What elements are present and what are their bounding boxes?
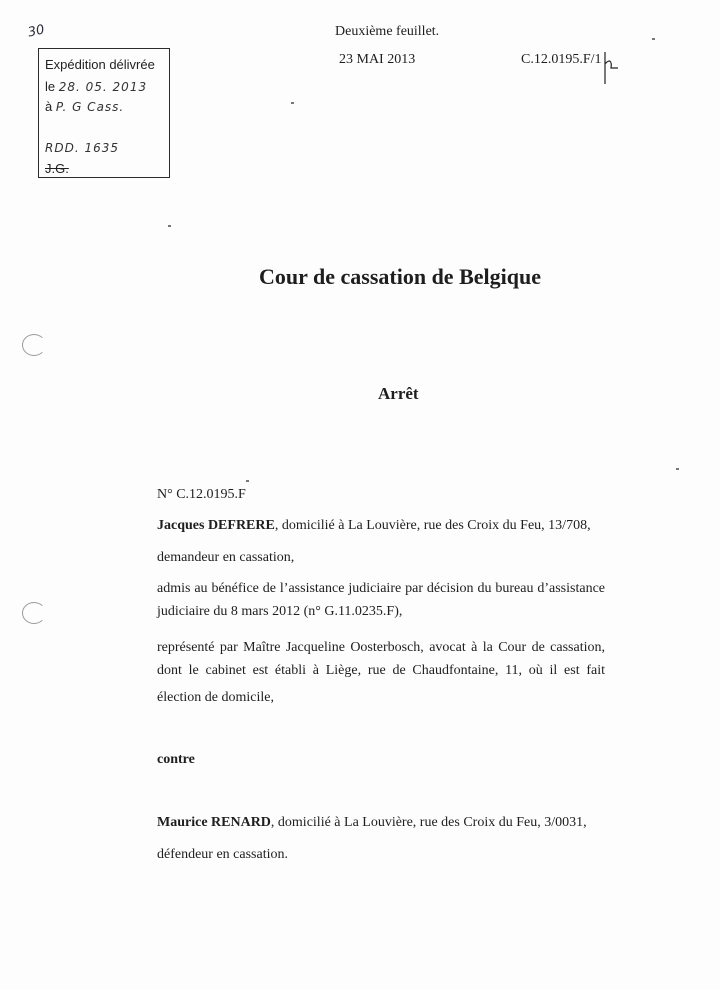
- respondent-address: , domicilié à La Louvière, rue des Croix du Feu, 3/0031,: [270, 815, 587, 830]
- punch-hole-mark: [22, 334, 46, 356]
- stamp-recipient-line: [45, 99, 124, 114]
- counsel-line-2: dont le cabinet est établi à Liège, rue de Chaudfontaine, 11, où il est fait: [157, 663, 605, 678]
- counsel-line-3: élection de domicile,: [157, 690, 275, 705]
- stamp-delivered-label: Expédition délivrée: [45, 57, 155, 72]
- applicant-role: demandeur en cassation,: [157, 550, 295, 565]
- respondent-line: [157, 815, 587, 831]
- scan-speck: [168, 225, 171, 227]
- scan-speck: [291, 102, 294, 104]
- legal-aid-line-1: admis au bénéfice de l’assistance judiciaire par décision du bureau d’assistance: [157, 581, 605, 596]
- delivery-stamp: [38, 48, 170, 178]
- stamp-date-line: [45, 79, 147, 94]
- stamp-register-handwritten: RDD. 1635: [45, 141, 119, 155]
- stamp-recipient-prefix: à: [45, 99, 53, 114]
- stamp-date-handwritten: 28. 05. 2013: [58, 80, 148, 94]
- hearing-date: 23 MAI 2013: [339, 52, 416, 67]
- scan-speck: [246, 480, 249, 482]
- applicant-name: Jacques DEFRERE: [157, 518, 275, 533]
- document-title: Arrêt: [378, 384, 419, 403]
- case-reference: C.12.0195.F/1: [521, 52, 602, 67]
- stamp-recipient-handwritten: P. G Cass.: [55, 100, 125, 114]
- scan-speck: [652, 38, 655, 40]
- handwritten-page-number: 30: [26, 22, 46, 41]
- punch-hole-mark: [22, 602, 46, 624]
- sheet-label: Deuxième feuillet.: [335, 24, 440, 39]
- counsel-line-1: représenté par Maître Jacqueline Oosterbosch, avocat à la Cour de cassation,: [157, 640, 605, 655]
- legal-aid-line-2: judiciaire du 8 mars 2012 (n° G.11.0235.F),: [157, 604, 403, 619]
- stamp-date-prefix: le: [45, 79, 56, 94]
- scan-speck: [676, 468, 679, 470]
- respondent-role: défendeur en cassation.: [157, 847, 288, 862]
- versus-label: contre: [157, 752, 195, 767]
- case-number: N° C.12.0195.F: [157, 487, 246, 502]
- respondent-name: Maurice RENARD: [157, 815, 271, 830]
- court-title: Cour de cassation de Belgique: [259, 264, 541, 289]
- handwritten-bracket-mark: [602, 50, 620, 86]
- stamp-jg-struck: J.G.: [45, 161, 69, 176]
- applicant-line: [157, 518, 591, 534]
- applicant-address: , domicilié à La Louvière, rue des Croix du Feu, 13/708,: [274, 518, 591, 533]
